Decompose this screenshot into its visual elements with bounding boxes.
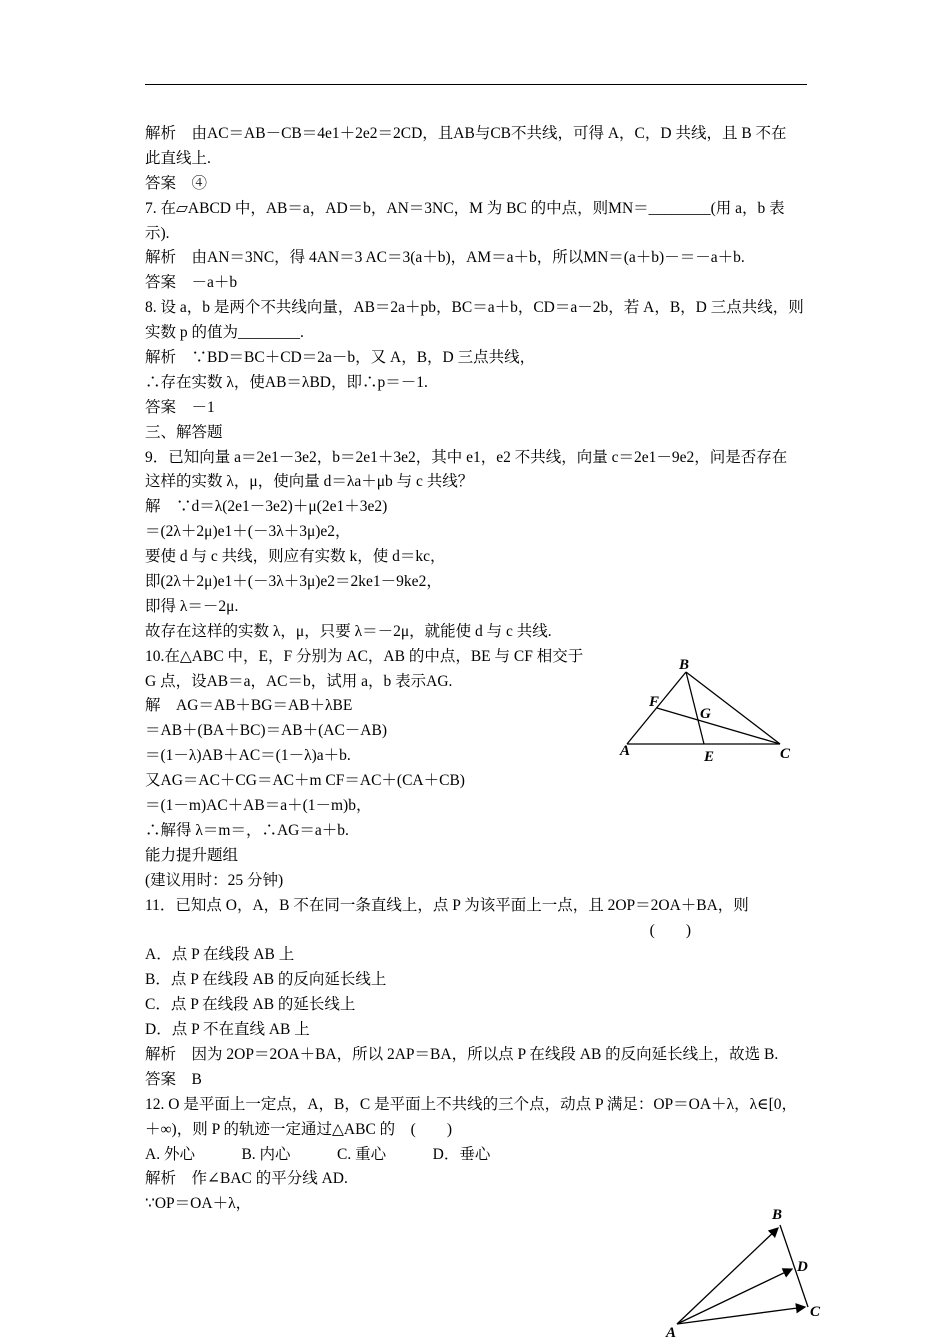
text-line: 即得 λ＝－2μ. xyxy=(145,597,239,615)
section-heading: 能力提升题组 xyxy=(145,846,239,864)
label-b: B xyxy=(679,657,690,673)
option-a: A．点 P 在线段 AB 上 xyxy=(145,946,295,964)
text-line: 示). xyxy=(145,224,170,242)
label-f: F xyxy=(649,694,660,710)
text-line: 解析 由AC＝AB－CB＝4e1＋2e2＝2CD，且AB与CB不共线，可得 A，C，D 共线，且 B 不在 xyxy=(145,125,787,142)
text-line: 此直线上. xyxy=(145,149,211,167)
label-a: A xyxy=(666,1325,677,1341)
label-e: E xyxy=(704,749,715,765)
text-line: 答案 －1 xyxy=(145,398,215,416)
text-line: ∵OP＝OA＋λ， xyxy=(145,1195,252,1213)
text-line: 实数 p 的值为________. xyxy=(145,324,304,342)
median-cf xyxy=(657,708,780,744)
text-line: 7. 在▱ABCD 中，AB＝a，AD＝b，AN＝3NC，M 为 BC 的中点，则MN＝________(用 a，b 表 xyxy=(145,199,785,217)
text-line: 答案 ④ xyxy=(145,174,208,192)
text-line: ＝(2λ＋2μ)e1＋(－3λ＋3μ)e2， xyxy=(145,523,351,541)
text-line: G 点，设AB＝a，AC＝b，试用 a，b 表示AG. xyxy=(145,672,453,690)
text-line: 解析 ∵BD＝BC＋CD＝2a－b，又 A，B，D 三点共线， xyxy=(145,349,536,367)
text-line: ＝(1－m)AC＋AB＝a＋(1－m)b， xyxy=(145,797,372,815)
text-line: ＝(1－λ)AB＋AC＝(1－λ)a＋b. xyxy=(145,747,351,765)
header-rule xyxy=(145,84,807,85)
angle-bisector-figure xyxy=(660,1203,830,1344)
triangle-figure-1 xyxy=(612,652,812,770)
text-line: 答案 －a＋b xyxy=(145,274,238,292)
text-line: 故存在这样的实数 λ，μ，只要 λ＝－2μ，就能使 d 与 c 共线. xyxy=(145,622,552,640)
label-g: G xyxy=(700,706,711,722)
text-line: 答案 B xyxy=(145,1070,202,1088)
text-line: ∴存在实数 λ，使AB＝λBD，即∴p＝－1. xyxy=(145,373,428,391)
section-heading: 三、解答题 xyxy=(145,423,223,441)
text-line: 解析 因为 2OP＝2OA＋BA，所以 2AP＝BA，所以点 P 在线段 AB 的反向延长线上，故选 B. xyxy=(145,1045,779,1063)
text-line: 10.在△ABC 中，E，F 分别为 AC，AB 的中点，BE 与 CF 相交于 xyxy=(145,647,584,665)
text-line: (建议用时：25 分钟) xyxy=(145,871,284,889)
text-line: 即(2λ＋2μ)e1＋(－3λ＋3μ)e2＝2ke1－9ke2， xyxy=(145,573,442,591)
label-a: A xyxy=(620,743,631,759)
text-line: ＝AB＋(BA＋BC)＝AB＋(AC－AB) xyxy=(145,722,387,740)
text-line: 11．已知点 O，A，B 不在同一条直线上，点 P 为该平面上一点，且 2OP＝2OA＋BA，则 xyxy=(145,896,749,914)
label-c: C xyxy=(810,1304,821,1320)
text-line: 解析 由AN＝3NC，得 4AN＝3 AC＝3(a＋b)，AM＝a＋b，所以MN＝(a＋b)－＝－a＋b. xyxy=(145,249,745,267)
label-b: B xyxy=(772,1207,783,1223)
answer-blank: ( ) xyxy=(649,921,691,939)
option-b: B．点 P 在线段 AB 的反向延长线上 xyxy=(145,971,387,989)
options-line: A. 外心 B. 内心 C. 重心 D．垂心 xyxy=(145,1145,491,1163)
text-line: 8. 设 a，b 是两个不共线向量，AB＝2a＋pb，BC＝a＋b，CD＝a－2b，若 A，B，D 三点共线，则 xyxy=(145,299,804,317)
text-line: 解 AG＝AB＋BG＝AB＋λBE xyxy=(145,697,353,715)
text-line: 解析 作∠BAC 的平分线 AD. xyxy=(145,1170,348,1188)
option-d: D．点 P 不在直线 AB 上 xyxy=(145,1021,310,1039)
text-line: 12. O 是平面上一定点，A，B，C 是平面上不共线的三个点，动点 P 满足：OP＝OA＋λ，λ∈[0， xyxy=(145,1095,797,1113)
text-line: 又AG＝AC＋CG＝AC＋m CF＝AC＋(CA＋CB) xyxy=(145,772,465,790)
label-c: C xyxy=(780,746,791,762)
text-line: 解 ∵d＝λ(2e1－3e2)＋μ(2e1＋3e2) xyxy=(145,498,388,516)
text-line: 这样的实数 λ，μ，使向量 d＝λa＋μb 与 c 共线？ xyxy=(145,473,474,491)
text-line: 要使 d 与 c 共线，则应有实数 k，使 d＝kc， xyxy=(145,548,446,566)
text-line: ＋∞)，则 P 的轨迹一定通过△ABC 的 ( ) xyxy=(145,1120,452,1138)
text-line: 9．已知向量 a＝2e1－3e2，b＝2e1＋3e2，其中 e1，e2 不共线，向量 c＝2e1－9e2，问是否存在 xyxy=(145,448,788,466)
vector-ab xyxy=(677,1228,778,1324)
label-d: D xyxy=(797,1259,808,1275)
option-c: C．点 P 在线段 AB 的延长线上 xyxy=(145,996,356,1014)
text-line: ∴解得 λ＝m＝，∴AG＝a＋b. xyxy=(145,821,349,839)
